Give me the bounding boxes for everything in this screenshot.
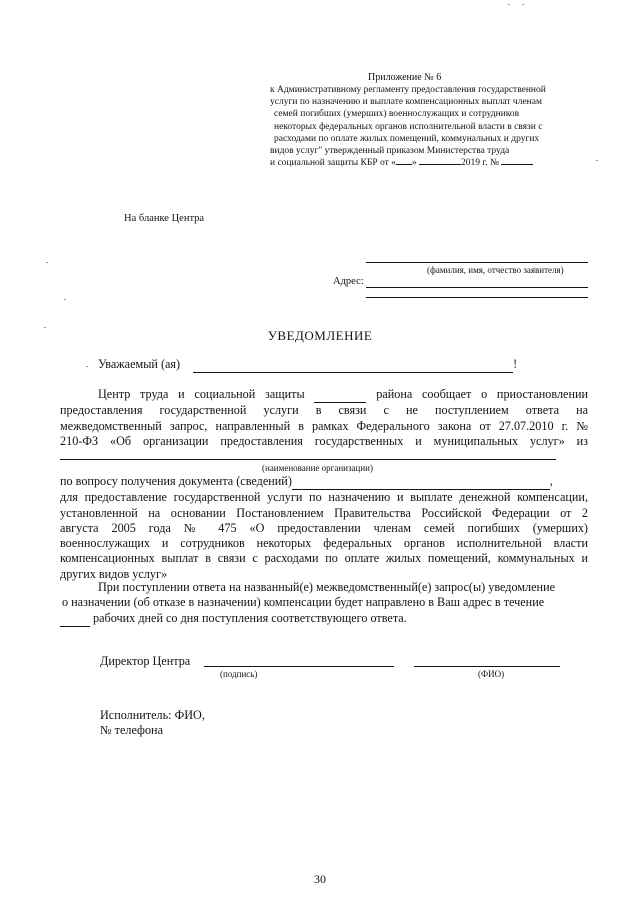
director-name-caption: (ФИО) [478,669,505,679]
p2-line: для предоставление государственной услуги по назначению и выплате денежной компенсации, [60,490,588,505]
p2-line: других видов услуг» [60,566,168,581]
appendix-reference [270,84,590,169]
scan-speck [44,327,46,328]
p1-line: предоставления государственной услуги в связи с не поступлением ответа на [60,403,588,418]
appendix-line: расходами по оплате жилых помещений, коммунальных и других [274,133,540,144]
p3-line [60,611,588,627]
address-line-1 [366,287,588,288]
order-day [396,164,412,165]
p1-text-end: района сообщает о приостановлении [376,387,589,401]
scan-speck [64,299,66,300]
p2-comma: , [549,474,553,488]
p2-line [60,474,588,490]
recipient-name-caption: (фамилия, имя, отчество заявителя) [427,265,564,275]
executor-block [100,708,205,739]
order-number [501,164,533,165]
order-prefix: и социальной защиты КБР от « [270,158,396,169]
salutation-name-blank [193,357,513,373]
appendix-line: услуги по назначению и выплате компенсационных выплат членам [270,97,542,108]
appendix-line: некоторых федеральных органов исполнительной власти в связи с [274,121,543,132]
order-month [419,164,461,165]
order-quote: » [411,158,417,169]
p2-text: по вопросу получения документа (сведений) [60,474,292,488]
district-blank [314,387,366,403]
director-label: Директор Центра [100,654,191,668]
page-number: 30 [314,872,326,886]
address-line-2 [366,297,588,298]
paragraph-2 [60,474,588,582]
letterhead-note: На бланке Центра [124,213,205,224]
p1-line: межведомственный запрос, направленный в рамках Федерального закона от 27.07.2010 г. № [60,418,588,433]
scan-speck [596,160,598,161]
paragraph-1 [60,387,588,449]
p2-line: августа 2005 года № 475 «О предоставлении членам семей погибших (умерших) [60,520,588,535]
p2-line: военнослужащих и сотрудников некоторых федеральных органов исполнительной власти [60,536,588,551]
scan-speck [508,4,510,5]
p3-text: рабочих дней со дня поступления соответствующего ответа. [93,610,407,625]
salutation [98,357,517,373]
scan-speck [86,366,88,367]
document-title: УВЕДОМЛЕНИЕ [267,328,373,343]
document-blank [292,474,550,490]
executor-phone: № телефона [100,723,163,738]
salutation-end: ! [513,357,518,371]
p1-line [60,387,588,403]
organization-caption: (наименование организации) [262,463,373,473]
p1-line: 210-ФЗ «Об организации предоставления государственных и муниципальных услуг» из [60,433,588,448]
director-name-line [414,666,560,667]
days-blank [60,611,90,627]
organization-line [60,459,556,460]
appendix-line: видов услуг" утвержденный приказом Министерства труда [270,146,510,157]
p1-text-start: Центр труда и социальной защиты [98,387,305,401]
appendix-line: к Административному регламенту предоставления государственной [270,85,546,95]
p3-line: о назначении (об отказе в назначении) компенсации будет направлено в Ваш адрес в течение [62,595,545,610]
address-label: Адрес: [333,276,364,287]
signature-line [204,666,394,667]
executor-name: Исполнитель: ФИО, [100,708,205,722]
appendix-line: семей погибших (умерших) военнослужащих и сотрудников [274,109,520,120]
appendix-order-line [270,157,590,169]
recipient-name-line [366,262,588,263]
paragraph-3 [60,580,588,627]
appendix-number: Приложение № 6 [368,72,442,83]
p2-line: установленной на основании Постановлением Правительства Российской Федерации от 2 [60,505,588,520]
p3-line: При поступлении ответа на названный(е) межведомственный(е) запрос(ы) уведомление [98,580,556,594]
scan-speck [522,4,524,5]
scan-speck [46,262,48,263]
order-year: 2019 г. № [461,158,500,169]
signature-caption: (подпись) [220,669,258,679]
salutation-label: Уважаемый (ая) [98,357,181,371]
p2-line: компенсационных выплат в связи с расходами по оплате жилых помещений, коммунальных и [60,551,588,566]
